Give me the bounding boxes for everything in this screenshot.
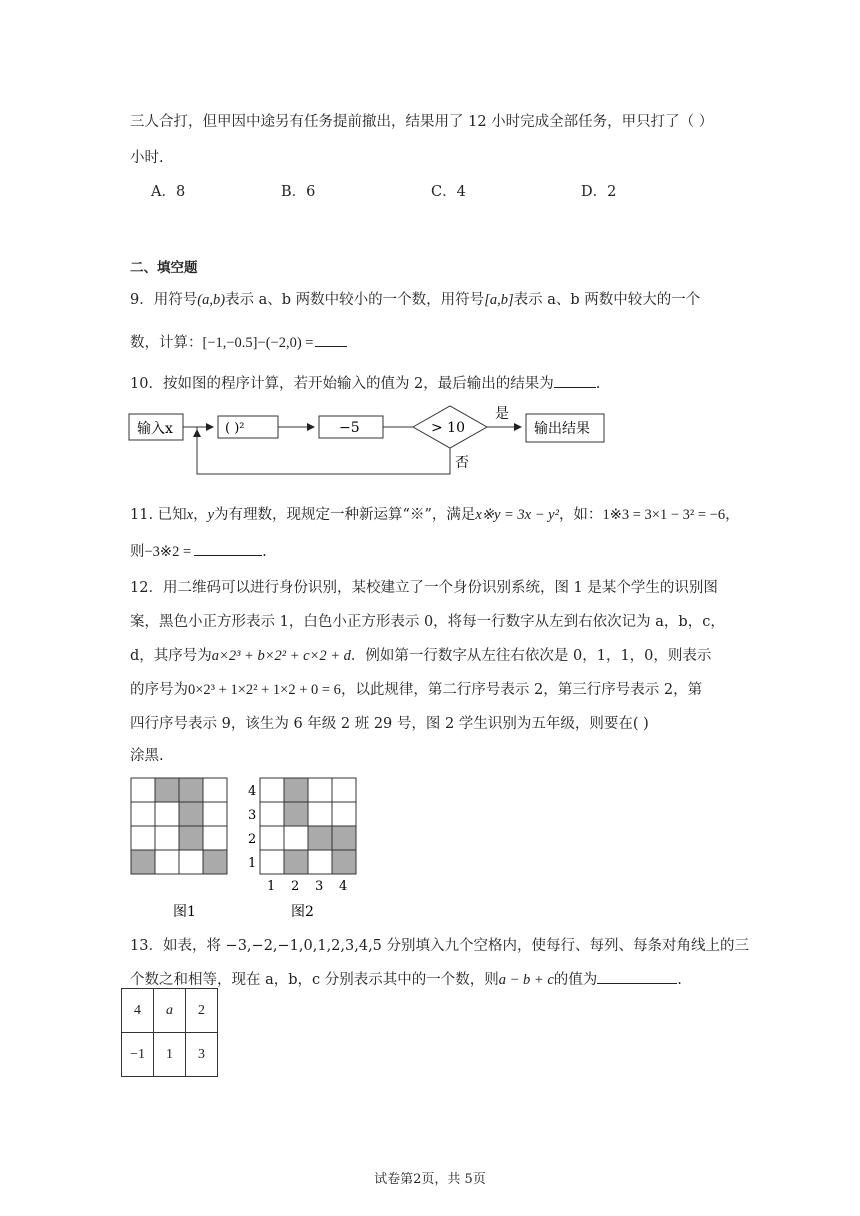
q13-magic-square [121,988,218,1077]
q10-answer-blank [554,373,596,388]
q9-answer-blank [315,332,347,347]
q9-text-1: 9．用符号 [130,292,198,308]
table-cell: 2 [186,989,218,1033]
q11-text-4: ， [725,507,740,523]
q11-text-1: 11. 已知 [130,507,187,523]
q11-example: 1※3 = 3×1 − 3² = −6 [602,507,726,523]
q10-end: . [595,376,601,392]
figure-2-caption: 图2 [291,904,314,920]
q8-option-d: D．2 [581,184,617,200]
q10-flowchart [125,400,625,480]
q13-text-2a: 个数之和相等，现在 a，b，c 分别表示其中的一个数，则 [130,972,499,988]
q11-answer-blank [194,541,262,556]
q9-expression: [−1,−0.5]−(−2,0) = [202,335,314,351]
page-footer: 试卷第2页，共 5页 [374,1172,486,1187]
fig2-col-label-2: 2 [291,879,300,894]
table-cell: 4 [122,989,154,1033]
q8-option-b: B．6 [281,184,316,200]
q8-option-c: C．4 [431,184,466,200]
q12-line5: 四行序号表示 9，该生为 6 年级 2 班 29 号，图 2 学生识别为五年级，则要在( ) [130,716,649,732]
q11-var-y: y [207,507,215,523]
q8-line1: 三人合打，但甲因中途另有任务提前撤出，结果用了 12 小时完成全部任务，甲只打了（ ） [130,114,714,130]
q13-expression: a − b + c [498,972,554,988]
q9-line1 [130,288,700,309]
q11-line1 [130,503,740,524]
figure-1-caption: 图1 [173,904,196,920]
q11-text-3: ，如： [558,507,603,523]
q11-line2 [130,540,267,561]
table-row [122,1033,218,1077]
q11-ask: −3※2 = [144,544,192,560]
q9-symbol-max: [a,b] [484,292,514,308]
table-cell: 3 [186,1033,218,1077]
fig2-col-label-1: 1 [267,879,276,894]
q12-line3 [130,644,711,665]
section-heading: 二、填空题 [130,260,198,276]
q12-figures [125,770,375,920]
q13-line1: 13．如表，将 −3,−2,−1,0,1,2,3,4,5 分别填入九个空格内，使每行、每列、每条对角线上的三 [130,938,750,954]
q9-text-4: 数，计算： [130,335,203,351]
flow-output-label: 输出结果 [534,421,590,437]
q11-sep: ， [193,507,208,523]
table-row [122,989,218,1033]
q12-line2: 案，黑色小正方形表示 1，白色小正方形表示 0，将每一行数字从左到右依次记为 a，b，c， [130,614,725,630]
fig2-col-label-3: 3 [315,879,324,894]
figure-1-grid [131,778,227,874]
q13-line2 [130,968,682,989]
q12-text-3b: ．例如第一行数字从左往右依次是 0，1，1，0，则表示 [350,648,712,664]
q10-text: 10．按如图的程序计算，若开始输入的值为 2，最后输出的结果为 [130,376,554,392]
q12-text-4a: 的序号为 [130,682,188,698]
flow-yes-label: 是 [495,406,509,422]
q13-text-2b: 的值为 [553,972,598,988]
q11-var-x: x [186,507,194,523]
q12-line1: 12．用二维码可以进行身份识别，某校建立了一个身份识别系统，图 1 是某个学生的识别图 [130,580,718,596]
q8-line2: 小时. [130,150,164,166]
q11-definition: x※y = 3x − y² [475,507,559,523]
fig2-row-label-1: 1 [248,856,257,871]
table-cell: −1 [122,1033,154,1077]
q12-line4 [130,678,702,699]
q10-line [130,372,600,393]
q13-answer-blank [597,969,677,984]
q13-end: . [677,972,682,988]
figure-2-grid [260,778,356,874]
fig2-col-label-4: 4 [339,879,348,894]
flow-no-label: 否 [455,455,469,471]
fig2-row-label-2: 2 [248,832,257,847]
q11-text-5: 则 [130,544,145,560]
flow-square-label: ( )² [225,421,245,436]
q12-formula: a×2³ + b×2² + c×2 + d [211,648,351,664]
q9-symbol-min: (a,b) [197,292,226,308]
flow-compare-label: > 10 [431,420,465,436]
q11-text-2: 为有理数，现规定一种新运算“※”，满足 [214,507,476,523]
q12-line6: 涂黑. [130,748,164,764]
table-cell: 1 [154,1033,186,1077]
q12-text-3a: d，其序号为 [130,648,212,664]
q9-text-2: 表示 a、b 两数中较小的一个数，用符号 [225,292,485,308]
flow-minus-label: −5 [339,420,360,436]
q12-calc: 0×2³ + 1×2² + 1×2 + 0 = 6 [188,682,341,698]
q9-line2 [130,331,347,352]
fig2-row-label-4: 4 [248,784,257,799]
fig2-row-label-3: 3 [248,808,257,823]
q11-end: . [262,544,267,560]
table-cell: a [154,989,186,1033]
flow-input-label: 输入x [137,421,173,437]
q12-text-4b: ，以此规律，第二行序号表示 2，第三行序号表示 2，第 [340,682,703,698]
q8-option-a: A．8 [151,184,186,200]
q9-text-3: 表示 a、b 两数中较大的一个 [513,292,701,308]
